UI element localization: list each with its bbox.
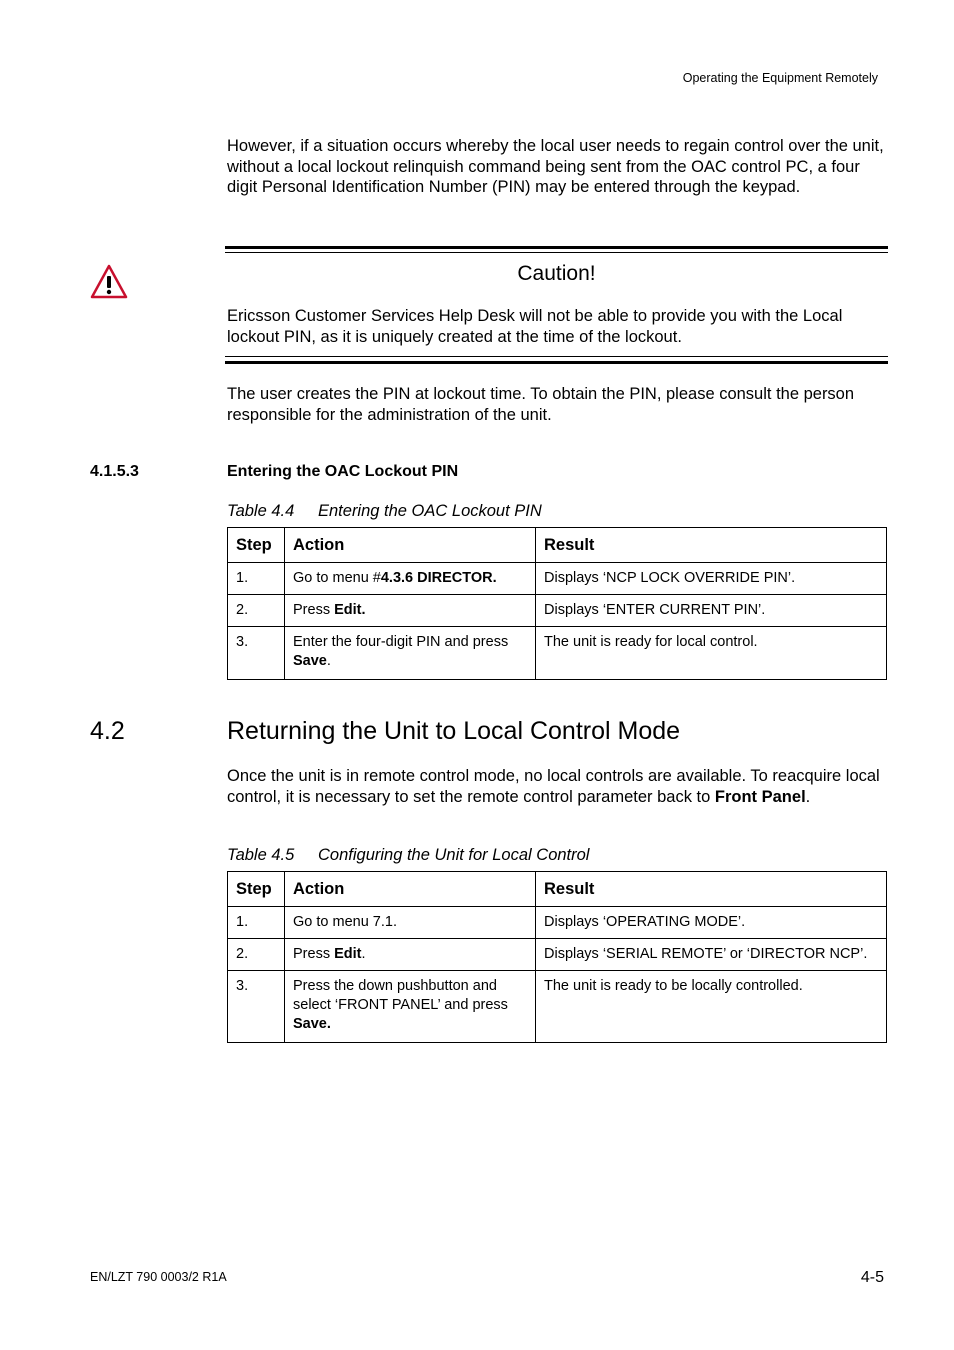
step-cell: 3. bbox=[228, 627, 285, 680]
action-cell: Press Edit. bbox=[285, 939, 536, 971]
table-caption-number: Table 4.4 bbox=[227, 502, 295, 520]
lockout-pin-table bbox=[227, 527, 887, 680]
intro-paragraph: However, if a situation occurs whereby the local user needs to regain control over the unit, without a local lockout relinquish command being sent from the OAC control PC, a four digit Personal Identification Number (PIN) may be entered through the keypad. bbox=[227, 137, 884, 196]
caution-body: Ericsson Customer Services Help Desk will not be able to provide you with the Local lockout PIN, as it is uniquely created at the time of the lockout. bbox=[227, 307, 843, 346]
section-title: Returning the Unit to Local Control Mode bbox=[227, 717, 681, 745]
result-cell: Displays ‘SERIAL REMOTE’ or ‘DIRECTOR NCP’. bbox=[536, 939, 887, 971]
caution-top-rule-thin bbox=[225, 252, 888, 253]
caution-bottom-rule-thin bbox=[225, 356, 888, 357]
result-cell: Displays ‘OPERATING MODE’. bbox=[536, 907, 887, 939]
col-header-result: Result bbox=[536, 872, 887, 907]
col-header-step: Step bbox=[228, 872, 285, 907]
section-title: Entering the OAC Lockout PIN bbox=[227, 463, 459, 480]
table-caption bbox=[227, 502, 542, 521]
result-cell: Displays ‘ENTER CURRENT PIN’. bbox=[536, 595, 887, 627]
table-row bbox=[228, 563, 887, 595]
caution-title: Caution! bbox=[517, 262, 596, 285]
section-paragraph: Once the unit is in remote control mode, no local controls are available. To reacquire local control, it is necessary to set the remote control parameter back to Front Panel. bbox=[227, 767, 880, 806]
action-cell: Press the down pushbutton and select ‘FRONT PANEL’ and press Save. bbox=[285, 971, 536, 1043]
result-cell: The unit is ready to be locally controlled. bbox=[536, 971, 887, 1043]
table-caption bbox=[227, 846, 589, 865]
table-row bbox=[228, 971, 887, 1043]
table-row bbox=[228, 939, 887, 971]
action-cell: Go to menu 7.1. bbox=[285, 907, 536, 939]
action-cell: Press Edit. bbox=[285, 595, 536, 627]
col-header-result: Result bbox=[536, 528, 887, 563]
step-cell: 3. bbox=[228, 971, 285, 1043]
table-caption-number: Table 4.5 bbox=[227, 846, 295, 864]
table-header-row bbox=[228, 872, 887, 907]
step-cell: 1. bbox=[228, 907, 285, 939]
col-header-action: Action bbox=[285, 528, 536, 563]
result-cell: Displays ‘NCP LOCK OVERRIDE PIN’. bbox=[536, 563, 887, 595]
col-header-action: Action bbox=[285, 872, 536, 907]
action-cell: Enter the four-digit PIN and press Save. bbox=[285, 627, 536, 680]
pin-paragraph: The user creates the PIN at lockout time. To obtain the PIN, please consult the person responsible for the administration of the unit. bbox=[227, 385, 855, 424]
page-number: 4-5 bbox=[860, 1269, 884, 1286]
table-row bbox=[228, 627, 887, 680]
step-cell: 2. bbox=[228, 939, 285, 971]
step-cell: 2. bbox=[228, 595, 285, 627]
section-number: 4.2 bbox=[90, 717, 125, 745]
step-cell: 1. bbox=[228, 563, 285, 595]
table-caption-title: Configuring the Unit for Local Control bbox=[318, 846, 590, 864]
table-row bbox=[228, 595, 887, 627]
running-header: Operating the Equipment Remotely bbox=[682, 71, 878, 85]
table-caption-title: Entering the OAC Lockout PIN bbox=[318, 502, 542, 520]
table-header-row bbox=[228, 528, 887, 563]
document-id: EN/LZT 790 0003/2 R1A bbox=[90, 1270, 227, 1284]
col-header-step: Step bbox=[228, 528, 285, 563]
caution-top-rule bbox=[225, 246, 888, 249]
action-cell: Go to menu #4.3.6 DIRECTOR. bbox=[285, 563, 536, 595]
table-row bbox=[228, 907, 887, 939]
local-control-table bbox=[227, 871, 887, 1043]
result-cell: The unit is ready for local control. bbox=[536, 627, 887, 680]
caution-bottom-rule bbox=[225, 361, 888, 364]
section-number: 4.1.5.3 bbox=[90, 463, 139, 480]
warning-triangle-icon bbox=[90, 264, 128, 299]
